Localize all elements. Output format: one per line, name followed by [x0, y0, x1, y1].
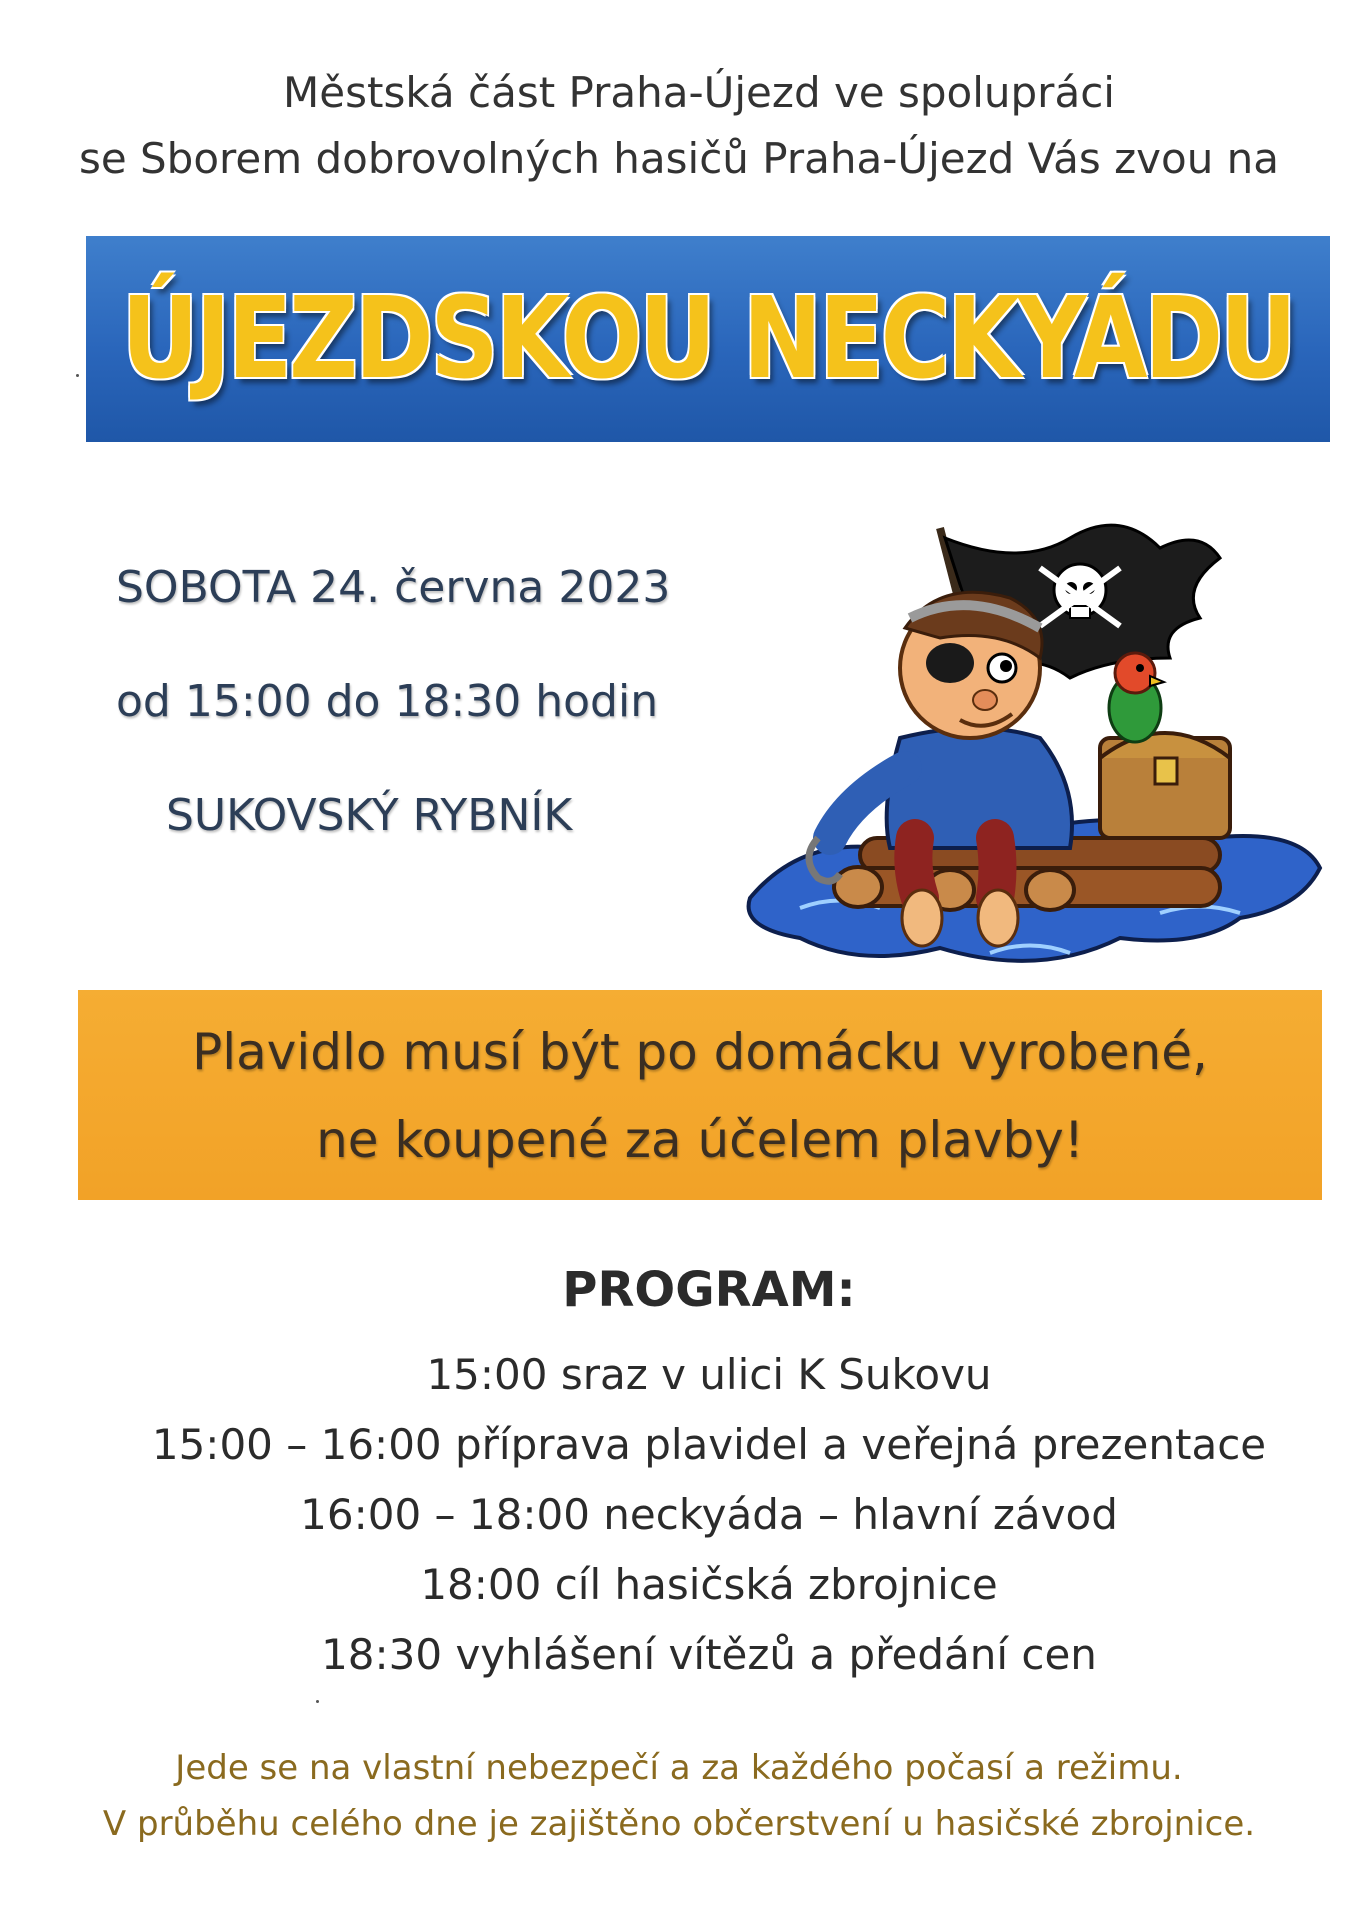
program-item: 18:30 vyhlášení vítězů a předání cen	[321, 1630, 1097, 1679]
event-title: ÚJEZDSKOU NECKYÁDU	[121, 274, 1295, 404]
program-item: 18:00 cíl hasičská zbrojnice	[420, 1560, 998, 1609]
pirate-on-raft-icon	[740, 508, 1330, 988]
notice-banner	[78, 990, 1322, 1200]
notice-line-2: ne koupené za účelem plavby!	[316, 1111, 1084, 1169]
program-list	[0, 1340, 1358, 1690]
event-place: SUKOVSKÝ RYBNÍK	[166, 790, 573, 841]
event-date: SOBOTA 24. června 2023	[116, 562, 671, 613]
scan-speck	[316, 1700, 319, 1703]
footer-text	[0, 1740, 1358, 1852]
program-item: 16:00 – 18:00 neckyáda – hlavní závod	[300, 1490, 1118, 1539]
program-title: PROGRAM:	[562, 1262, 856, 1318]
footer-line-1: Jede se na vlastní nebezpečí a za každého počasí a režimu.	[175, 1748, 1183, 1788]
footer-line-2: V průběhu celého dne je zajištěno občerstvení u hasičské zbrojnice.	[102, 1804, 1256, 1844]
program-item: 15:00 sraz v ulici K Sukovu	[426, 1350, 992, 1399]
program-item: 15:00 – 16:00 příprava plavidel a veřejná prezentace	[151, 1420, 1267, 1469]
scan-speck	[76, 374, 79, 377]
event-time: od 15:00 do 18:30 hodin	[116, 676, 659, 727]
title-banner	[86, 236, 1330, 442]
intro-text	[0, 60, 1358, 192]
intro-line-2: se Sborem dobrovolných hasičů Praha-Újezd Vás zvou na	[78, 134, 1280, 183]
notice-line-1: Plavidlo musí být po domácku vyrobené,	[192, 1023, 1208, 1081]
intro-line-1: Městská část Praha-Újezd ve spolupráci	[283, 68, 1115, 117]
